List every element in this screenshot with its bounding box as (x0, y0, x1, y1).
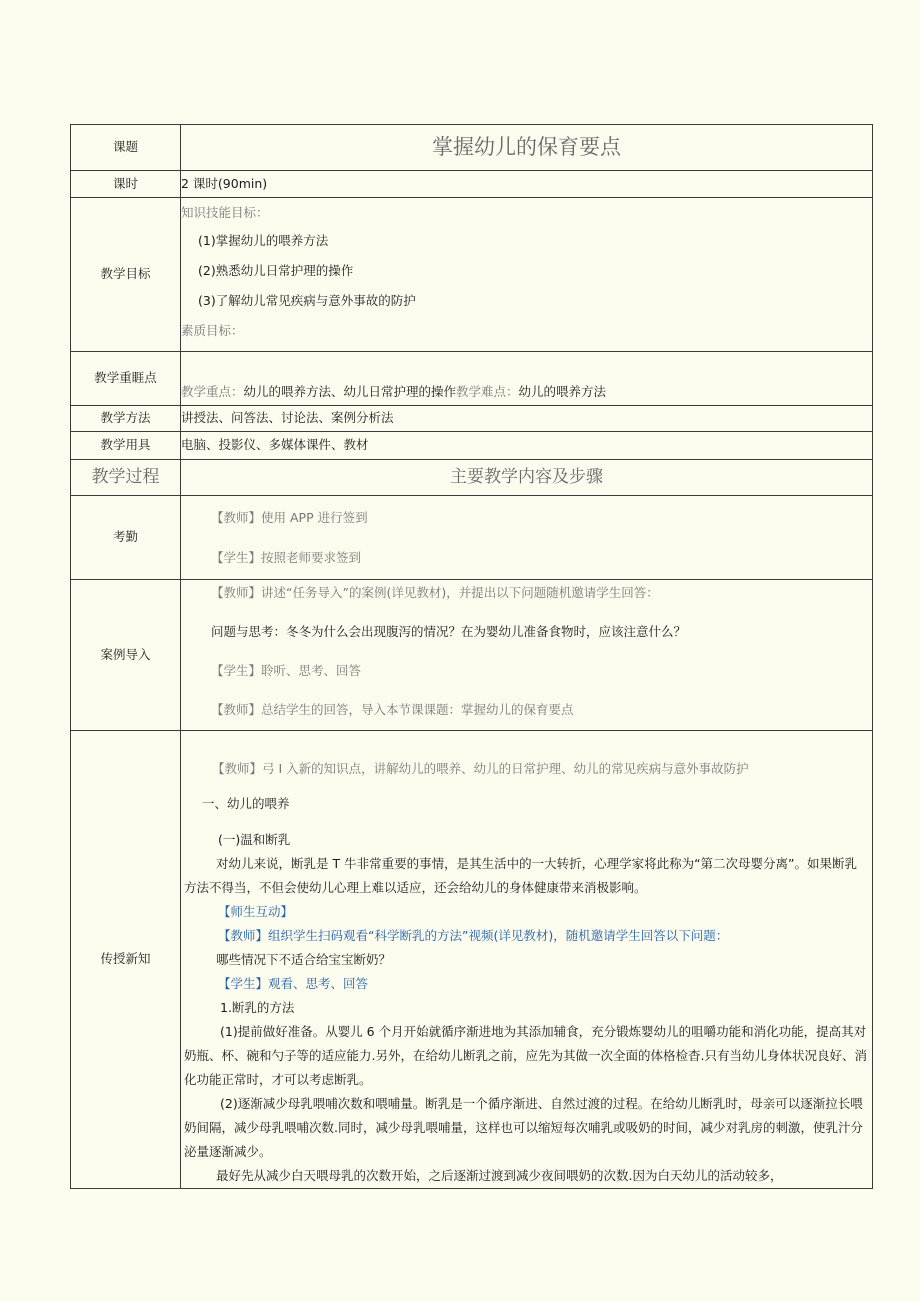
knowledge-heading: 知识技能目标： (181, 205, 269, 220)
methods-value: 讲授法、问答法、讨论法、案例分析法 (181, 406, 873, 432)
process-header-left: 教学过程 (91, 466, 160, 487)
interaction-student: 【学生】观看、思考、回答 (218, 976, 369, 991)
row-new-knowledge (71, 731, 873, 1189)
interaction-teacher: 【教师】组织学生扫码观看“科学断乳的方法”视频(详见教材)，随机邀请学生回答以下问题： (218, 928, 729, 943)
hours-value: 2 课时(90min) (181, 171, 873, 198)
lesson-plan-table (70, 124, 873, 1189)
process-header-right-cell (181, 460, 873, 496)
section-heading: 一、幼儿的喂养 (202, 796, 290, 811)
process-header-left-cell (71, 460, 181, 496)
interaction-question: 哪些情况下不适合给宝宝断奶？ (216, 952, 392, 967)
difficulty-label: 教学难点： (456, 384, 519, 400)
attendance-cell (181, 496, 873, 580)
methods-label: 教学方法 (71, 406, 181, 432)
key-points-label: 教学重睚点 (71, 352, 181, 406)
quality-heading: 素质目标： (181, 323, 244, 338)
title-label: 课题 (71, 125, 181, 171)
subsection-heading: (一)温和断乳 (218, 832, 291, 847)
case-teacher-2: 【教师】总结学生的回答，导入本节课课题：掌握幼儿的保育要点 (211, 702, 574, 717)
row-attendance (71, 496, 873, 580)
interaction-heading: 【师生互动】 (218, 904, 294, 919)
attendance-teacher: 【教师】使用 APP 进行签到 (211, 509, 368, 525)
tools-label: 教学用具 (71, 432, 181, 460)
row-key-points (71, 352, 873, 406)
row-methods (71, 406, 873, 432)
row-tools (71, 432, 873, 460)
lesson-title: 掌握幼儿的保育要点 (432, 134, 621, 159)
paragraph-weaning-intro: 对幼儿来说，断乳是 T 牛非常重要的事情，是其生活中的一大转折，心理学家将此称为“第二次母婴分离”。如果断乳方法不得当，不但会使幼儿心理上难以适应，还会给幼儿的身体健康带来消极影响。 (184, 856, 858, 895)
tools-value: 电脑、投影仪、多媒体课件、教材 (181, 432, 873, 460)
case-teacher-1: 【教师】讲述“任务导入”的案例(详见教材)，并提出以下问题随机邀请学生回答： (211, 585, 659, 600)
objectives-cell (181, 198, 873, 352)
row-title (71, 125, 873, 171)
case-student: 【学生】聆听、思考、回答 (211, 663, 362, 678)
process-header-right: 主要教学内容及步骤 (450, 466, 603, 487)
objective-item: (2)熟悉幼儿日常护理的操作 (198, 263, 354, 278)
paragraph-reduce: (2)逐渐减少母乳喂哺次数和喂哺量。断乳是一个循序渐进、自然过渡的过程。在给幼儿断乳时，母亲可以逐渐拉长喂奶间隔，减少母乳喂哺次数.同时，减少母乳喂哺量，这样也可以缩短每次哺乳或吸奶的时间，减少对乳房的刺激，使乳汁分泌量逐渐减少。 (184, 1096, 863, 1159)
attendance-student: 【学生】按照老师要求签到 (211, 549, 362, 565)
key-points-cell (181, 352, 873, 406)
new-knowledge-label: 传授新知 (71, 731, 181, 1189)
row-process-header (71, 460, 873, 496)
title-cell (181, 125, 873, 171)
case-intro-label: 案例导入 (71, 580, 181, 731)
method-heading: 1.断乳的方法 (220, 1000, 295, 1015)
new-knowledge-cell (181, 731, 873, 1189)
hours-label: 课时 (71, 171, 181, 198)
difficulty-value: 幼儿的喂养方法 (518, 384, 607, 400)
key-label: 教学重点： (181, 384, 244, 400)
paragraph-prepare: (1)提前做好准备。从婴儿 6 个月开始就循序渐进地为其添加辅食，充分锻炼婴幼儿的咀嚼功能和消化功能，提高其对奶瓶、杯、碗和勺子等的适应能力.另外，在给幼儿断乳之前，应先为其做一次全面的体格检杳.只有当幼儿身体状况良好、消化功能正常时，才可以考虑断乳。 (184, 1024, 867, 1087)
key-value: 幼儿的喂养方法、幼儿日常护理的操作 (243, 384, 457, 400)
attendance-label: 考勤 (71, 496, 181, 580)
objective-item: (3)了解幼儿常见疾病与意外事故的防护 (198, 293, 416, 308)
case-intro-cell (181, 580, 873, 731)
row-case-intro (71, 580, 873, 731)
row-objectives (71, 198, 873, 352)
row-hours (71, 171, 873, 198)
objectives-label: 教学目标 (71, 198, 181, 352)
knowledge-teacher-intro: 【教师】弓 I 入新的知识点，讲解幼儿的喂养、幼儿的日常护理、幼儿的常见疾病与意外事故防护 (212, 761, 749, 776)
case-question: 问题与思考：冬冬为什么会出现腹泻的情况？在为婴幼儿准备食物时，应该注意什么？ (211, 624, 687, 639)
paragraph-daytime: 最好先从减少白天喂母乳的次数开始，之后逐渐过渡到减少夜间喂奶的次数.因为白天幼儿的活动较多， (216, 1168, 783, 1183)
objective-item: (1)掌握幼儿的喂养方法 (198, 233, 329, 248)
